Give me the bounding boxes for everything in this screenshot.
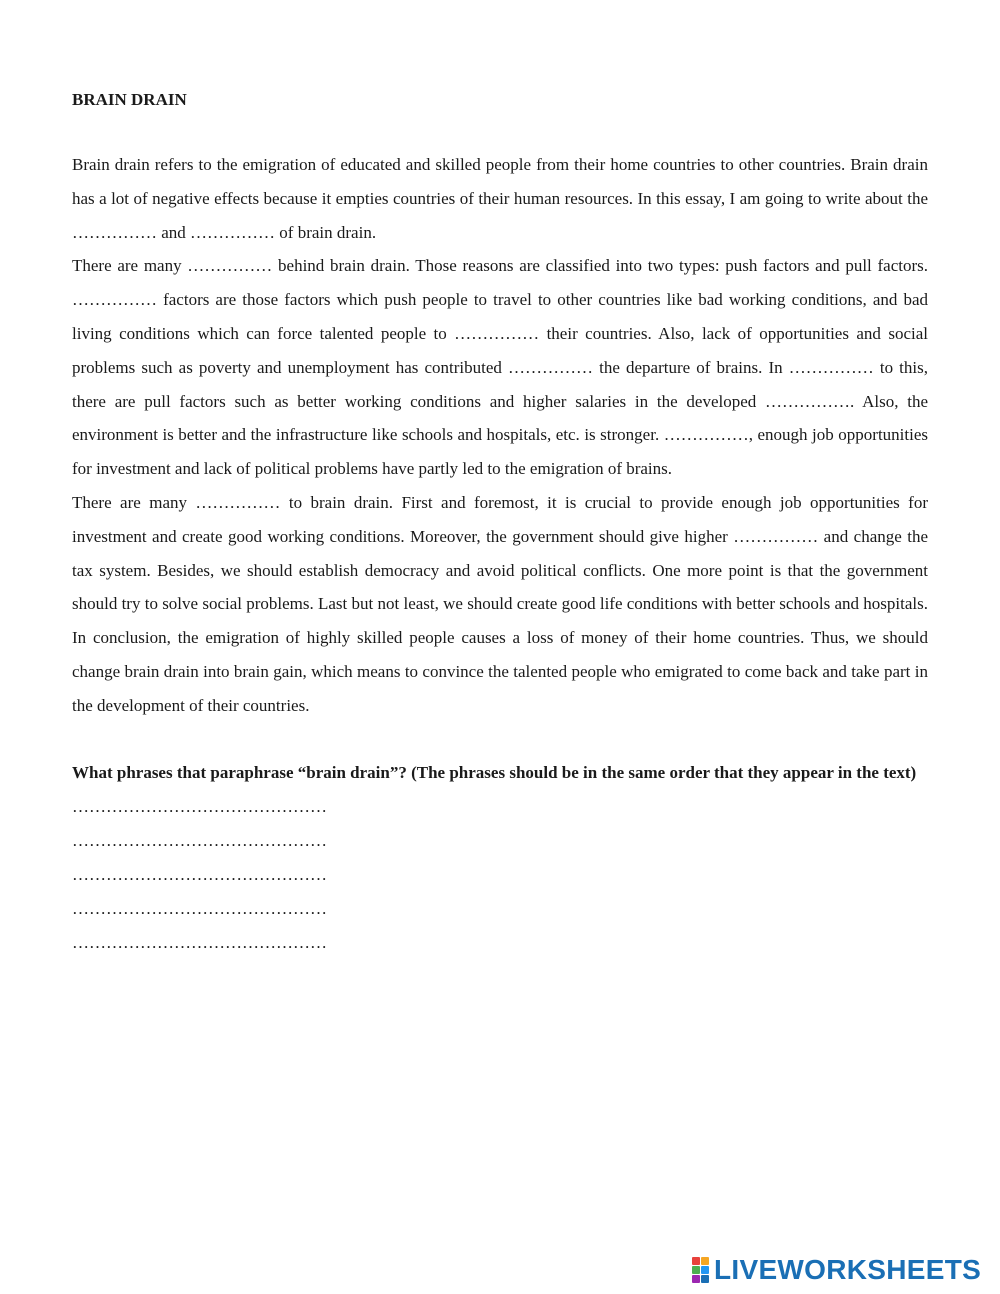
answer-list: [72, 790, 928, 960]
answer-line-2[interactable]: ………………………………………: [72, 830, 327, 850]
liveworksheets-logo-icon: [692, 1257, 710, 1283]
liveworksheets-brand: [692, 1255, 981, 1285]
page-title: BRAIN DRAIN: [72, 90, 187, 109]
brand-logo-text: LIVEWORKSHEETS: [714, 1254, 982, 1285]
question-prompt: What phrases that paraphrase “brain drain”? (The phrases should be in the same order that they appear in the text): [72, 762, 917, 782]
answer-line-4[interactable]: ………………………………………: [72, 898, 327, 918]
paragraph-conclusion: In conclusion, the emigration of highly skilled people causes a loss of money of their home countries. Thus, we should change brain drain into brain gain, which means to convince the talented people who emigrated to come back and take part in the development of their countries.: [72, 628, 928, 715]
answer-line-3[interactable]: ………………………………………: [72, 864, 327, 884]
logo-tile: [701, 1257, 709, 1265]
paragraph-causes: There are many …………… behind brain drain. Those reasons are classified into two types: push factors and pull factors. …………… factors are those factors which push people to travel to other countries like bad working conditions, and bad living conditions which can force talented people to …………… their countries. Also, lack of opportunities and social problems such as poverty and unemployment has contributed …………… the departure of brains. In …………… to this, there are pull factors such as better working conditions and higher salaries in the developed ……………. Also, the environment is better and the infrastructure like schools and hospitals, etc. is stronger. ……………, enough job opportunities for investment and lack of political problems have partly led to the emigration of brains.: [72, 256, 928, 479]
logo-tile: [701, 1275, 709, 1283]
logo-tile: [701, 1266, 709, 1274]
paragraph-intro: Brain drain refers to the emigration of educated and skilled people from their home countries to other countries. Brain drain has a lot of negative effects because it empties countries of their human resources. In this essay, I am going to write about the …………… and …………… of brain drain.: [72, 155, 928, 242]
logo-tile: [692, 1266, 700, 1274]
paragraph-solutions: There are many …………… to brain drain. First and foremost, it is crucial to provide enough job opportunities for investment and create good working conditions. Moreover, the government should give higher …………… and change the tax system. Besides, we should establish democracy and avoid political conflicts. One more point is that the government should try to solve social problems. Last but not least, we should create good life conditions with better schools and hospitals.: [72, 492, 928, 614]
logo-tile: [692, 1275, 700, 1283]
answer-line-5[interactable]: ………………………………………: [72, 932, 327, 952]
logo-tile: [692, 1257, 700, 1265]
worksheet-page: [72, 86, 928, 960]
answer-line-1[interactable]: ………………………………………: [72, 796, 327, 816]
